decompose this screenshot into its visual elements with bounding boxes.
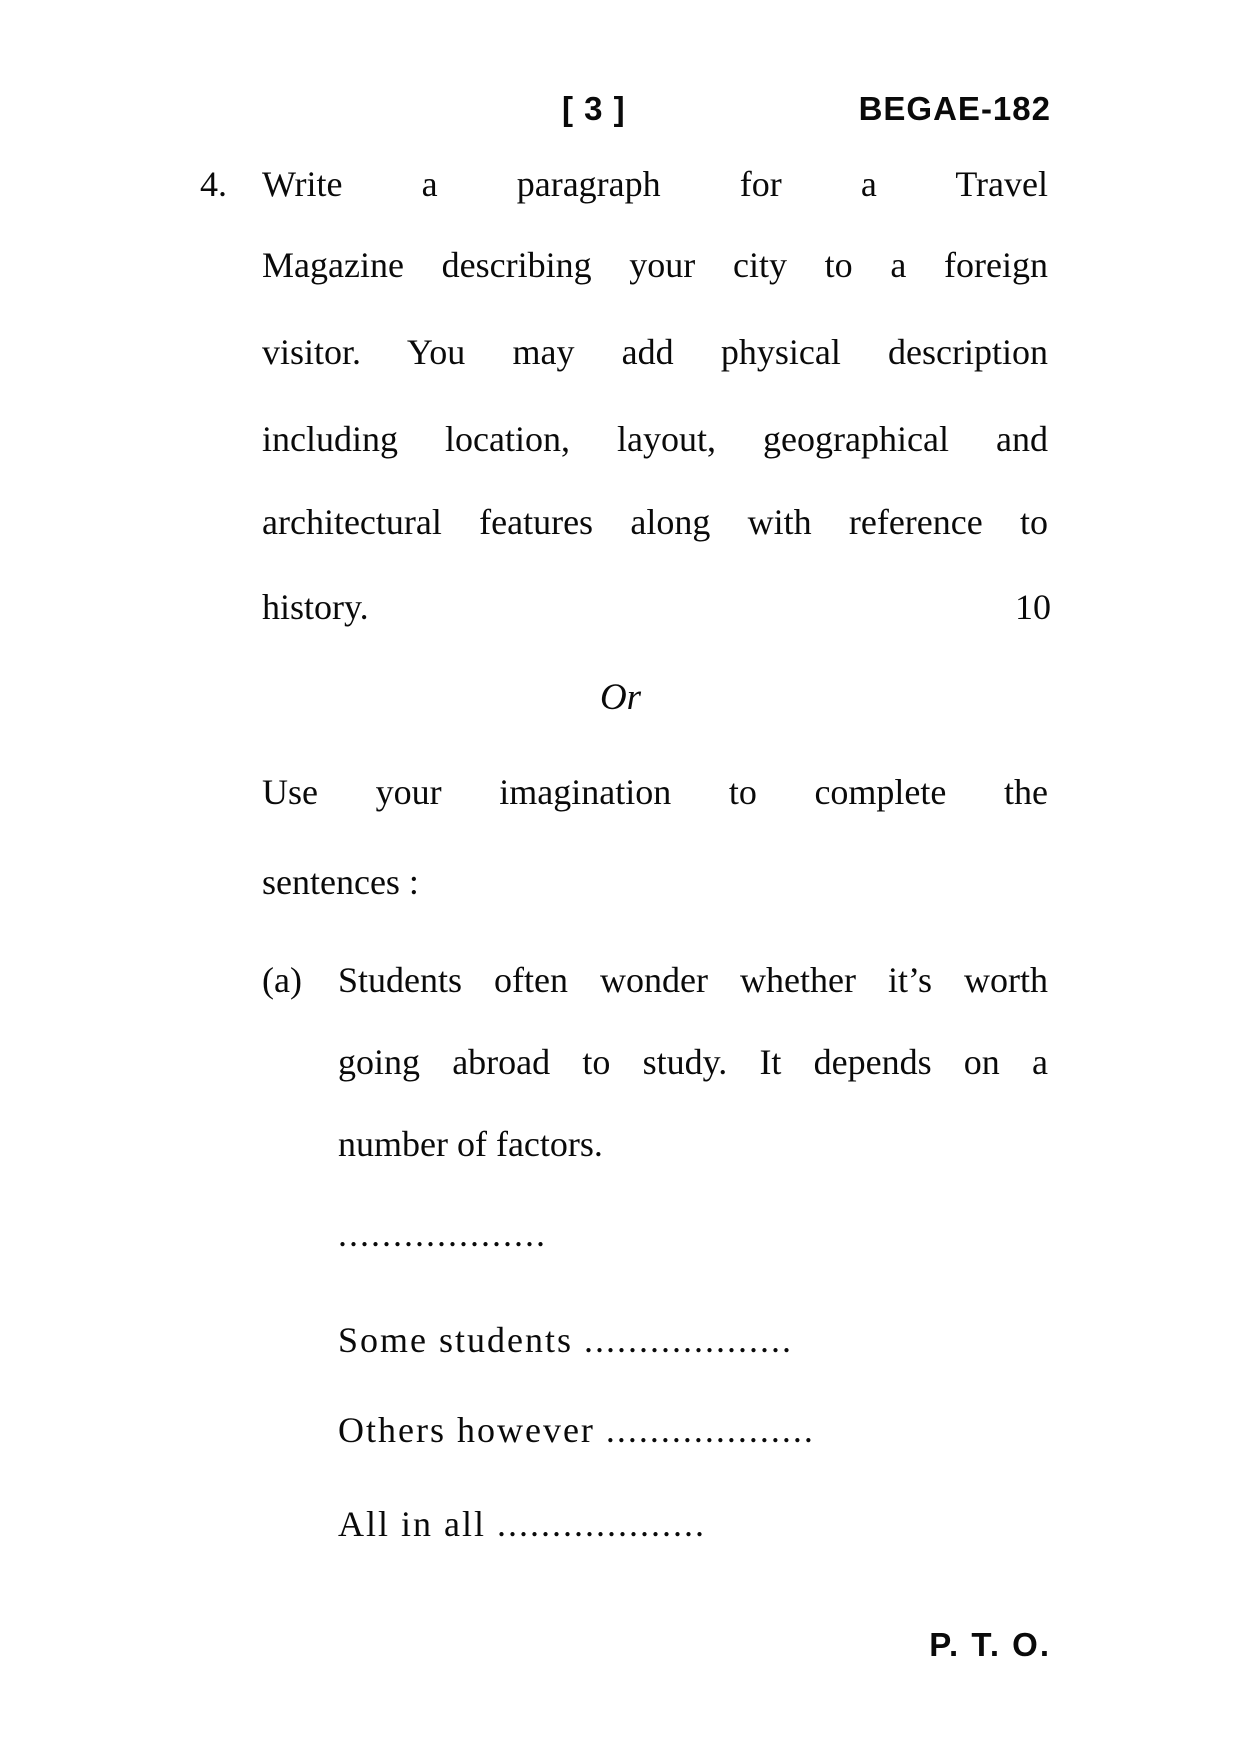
sub-question-a-line: going abroad to study. It depends on a xyxy=(338,1042,1048,1082)
sub-question-a-label: (a) xyxy=(262,960,302,1000)
pto-footer: P. T. O. xyxy=(929,1626,1051,1663)
question4-line: including location, layout, geographical and xyxy=(262,419,1048,459)
course-code: BEGAE-182 xyxy=(858,90,1051,127)
question4-line: Write a paragraph for a Travel xyxy=(262,164,1048,204)
sentence-prompt: All in all ................... xyxy=(338,1504,706,1544)
sentence-prompt: Others however ................... xyxy=(338,1410,815,1450)
sub-question-a-line-last: number of factors. xyxy=(338,1124,603,1164)
question4-marks: 10 xyxy=(1015,587,1051,627)
sentence-prompt: Some students ................... xyxy=(338,1320,794,1360)
question4-line: visitor. You may add physical description xyxy=(262,332,1048,372)
page-number: [ 3 ] xyxy=(562,90,626,127)
blank-dotted-line: ................... xyxy=(338,1214,547,1254)
alt-question-line: Use your imagination to complete the xyxy=(262,772,1048,812)
question4-line: architectural features along with reference to xyxy=(262,502,1048,542)
question-number: 4. xyxy=(200,164,227,204)
alt-question-line-last: sentences : xyxy=(262,862,419,902)
sub-question-a-line: Students often wonder whether it’s worth xyxy=(338,960,1048,1000)
question4-line-last: history. xyxy=(262,587,369,627)
or-separator: Or xyxy=(599,677,642,718)
question4-line: Magazine describing your city to a foreign xyxy=(262,245,1048,285)
